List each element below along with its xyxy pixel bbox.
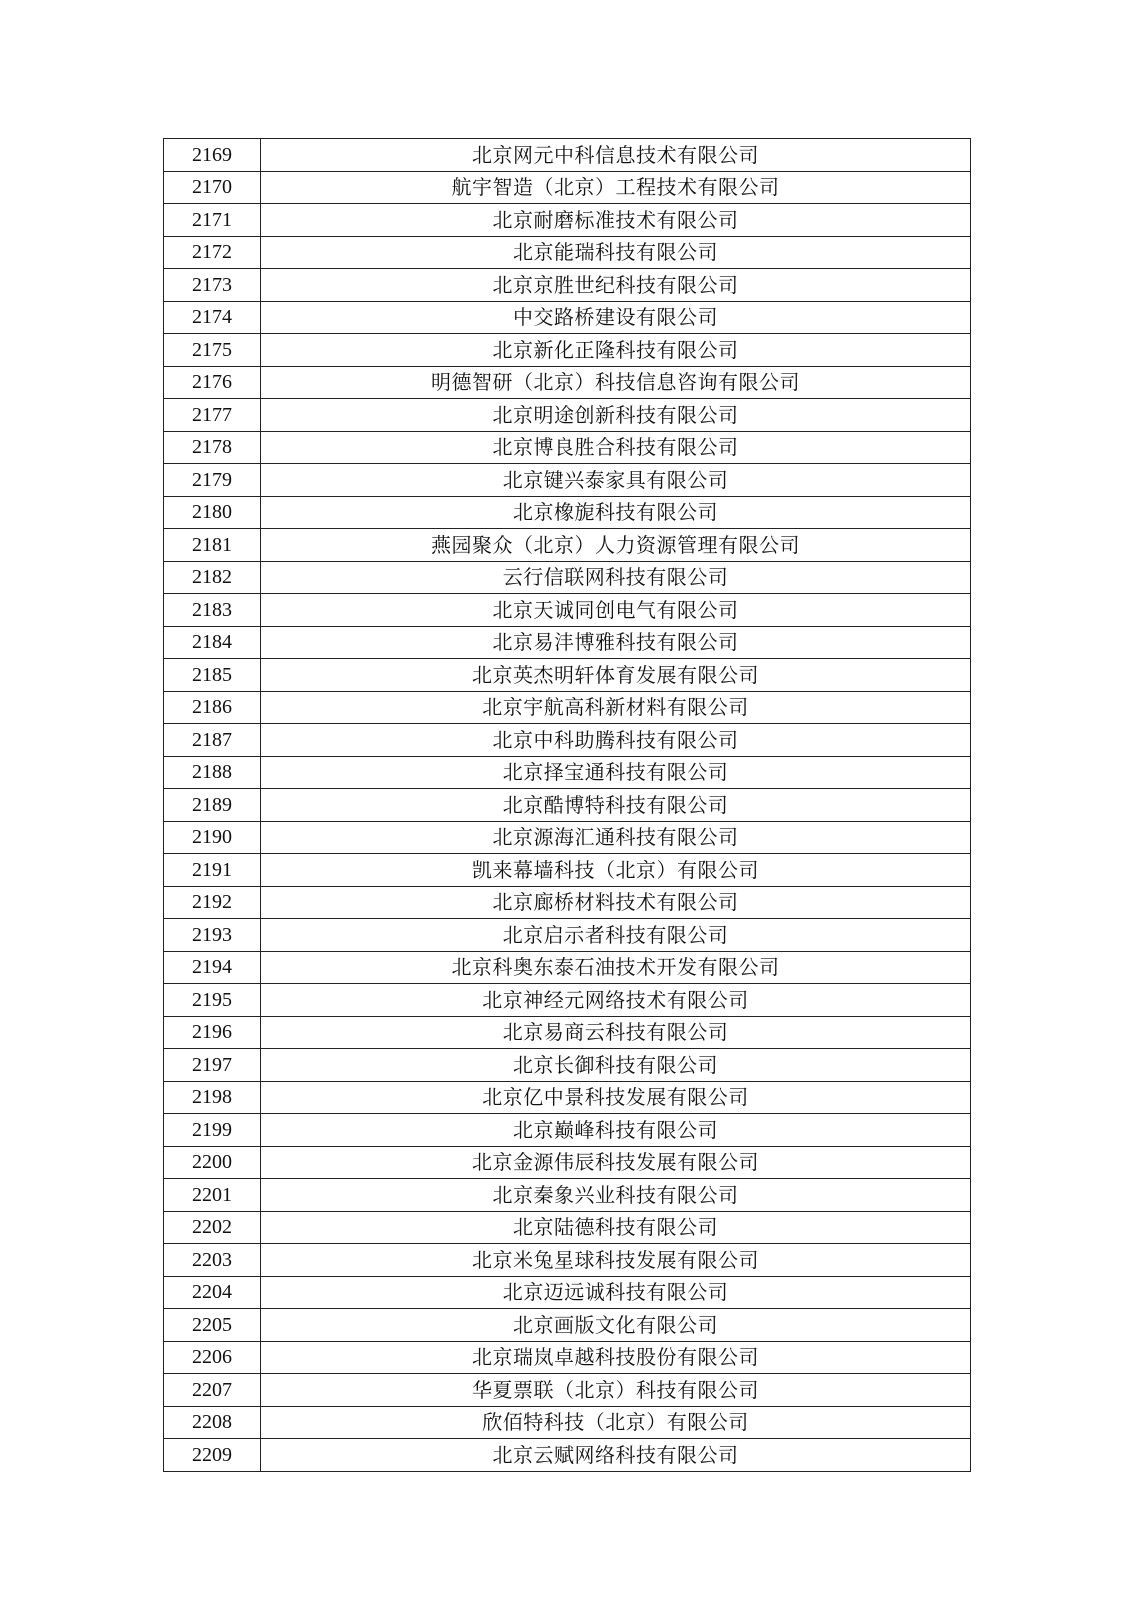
table-row <box>164 236 971 269</box>
table-row <box>164 886 971 919</box>
row-number-cell: 2194 <box>164 951 261 984</box>
table-row <box>164 1081 971 1114</box>
row-number-cell: 2172 <box>164 236 261 269</box>
company-name-cell: 北京博良胜合科技有限公司 <box>261 431 971 464</box>
row-number-cell: 2193 <box>164 919 261 952</box>
row-number-cell: 2189 <box>164 789 261 822</box>
table-row <box>164 171 971 204</box>
table-row <box>164 659 971 692</box>
table-row <box>164 724 971 757</box>
table-row <box>164 269 971 302</box>
table-row <box>164 691 971 724</box>
row-number-cell: 2169 <box>164 139 261 172</box>
company-name-cell: 北京金源伟辰科技发展有限公司 <box>261 1146 971 1179</box>
company-name-cell: 北京神经元网络技术有限公司 <box>261 984 971 1017</box>
company-name-cell: 北京橡旎科技有限公司 <box>261 496 971 529</box>
table-row <box>164 951 971 984</box>
table-row <box>164 1341 971 1374</box>
company-name-cell: 华夏票联（北京）科技有限公司 <box>261 1374 971 1407</box>
company-name-cell: 云行信联网科技有限公司 <box>261 561 971 594</box>
row-number-cell: 2198 <box>164 1081 261 1114</box>
row-number-cell: 2204 <box>164 1276 261 1309</box>
table-row <box>164 756 971 789</box>
table-row <box>164 529 971 562</box>
company-name-cell: 北京源海汇通科技有限公司 <box>261 821 971 854</box>
company-name-cell: 北京易商云科技有限公司 <box>261 1016 971 1049</box>
company-name-cell: 北京亿中景科技发展有限公司 <box>261 1081 971 1114</box>
row-number-cell: 2180 <box>164 496 261 529</box>
company-name-cell: 北京画版文化有限公司 <box>261 1309 971 1342</box>
row-number-cell: 2178 <box>164 431 261 464</box>
table-row <box>164 1276 971 1309</box>
company-name-cell: 北京能瑞科技有限公司 <box>261 236 971 269</box>
company-name-cell: 北京米兔星球科技发展有限公司 <box>261 1244 971 1277</box>
row-number-cell: 2182 <box>164 561 261 594</box>
company-name-cell: 北京天诚同创电气有限公司 <box>261 594 971 627</box>
row-number-cell: 2197 <box>164 1049 261 1082</box>
company-name-cell: 北京中科助腾科技有限公司 <box>261 724 971 757</box>
row-number-cell: 2195 <box>164 984 261 1017</box>
row-number-cell: 2170 <box>164 171 261 204</box>
row-number-cell: 2183 <box>164 594 261 627</box>
company-name-cell: 北京云赋网络科技有限公司 <box>261 1439 971 1472</box>
company-name-cell: 北京耐磨标准技术有限公司 <box>261 204 971 237</box>
company-name-cell: 北京科奥东泰石油技术开发有限公司 <box>261 951 971 984</box>
row-number-cell: 2179 <box>164 464 261 497</box>
table-row <box>164 789 971 822</box>
table-row <box>164 1179 971 1212</box>
company-name-cell: 北京择宝通科技有限公司 <box>261 756 971 789</box>
row-number-cell: 2176 <box>164 366 261 399</box>
company-list-table <box>163 138 971 1472</box>
table-row <box>164 1016 971 1049</box>
company-name-cell: 北京键兴泰家具有限公司 <box>261 464 971 497</box>
company-name-cell: 北京京胜世纪科技有限公司 <box>261 269 971 302</box>
row-number-cell: 2209 <box>164 1439 261 1472</box>
table-row <box>164 366 971 399</box>
row-number-cell: 2175 <box>164 334 261 367</box>
row-number-cell: 2202 <box>164 1211 261 1244</box>
row-number-cell: 2185 <box>164 659 261 692</box>
table-row <box>164 984 971 1017</box>
row-number-cell: 2208 <box>164 1406 261 1439</box>
table-row <box>164 594 971 627</box>
table-row <box>164 431 971 464</box>
row-number-cell: 2207 <box>164 1374 261 1407</box>
table-row <box>164 919 971 952</box>
company-name-cell: 航宇智造（北京）工程技术有限公司 <box>261 171 971 204</box>
row-number-cell: 2191 <box>164 854 261 887</box>
company-name-cell: 北京英杰明轩体育发展有限公司 <box>261 659 971 692</box>
company-name-cell: 燕园聚众（北京）人力资源管理有限公司 <box>261 529 971 562</box>
row-number-cell: 2187 <box>164 724 261 757</box>
row-number-cell: 2173 <box>164 269 261 302</box>
row-number-cell: 2206 <box>164 1341 261 1374</box>
row-number-cell: 2190 <box>164 821 261 854</box>
company-name-cell: 北京迈远诚科技有限公司 <box>261 1276 971 1309</box>
row-number-cell: 2174 <box>164 301 261 334</box>
table-row <box>164 1244 971 1277</box>
table-row <box>164 821 971 854</box>
table-row <box>164 464 971 497</box>
table-row <box>164 139 971 172</box>
company-name-cell: 北京新化正隆科技有限公司 <box>261 334 971 367</box>
table-row <box>164 334 971 367</box>
table-row <box>164 1374 971 1407</box>
table-row <box>164 1114 971 1147</box>
table-row <box>164 854 971 887</box>
row-number-cell: 2205 <box>164 1309 261 1342</box>
row-number-cell: 2188 <box>164 756 261 789</box>
table-row <box>164 1211 971 1244</box>
row-number-cell: 2171 <box>164 204 261 237</box>
table-row <box>164 1146 971 1179</box>
row-number-cell: 2181 <box>164 529 261 562</box>
table-row <box>164 561 971 594</box>
row-number-cell: 2192 <box>164 886 261 919</box>
company-name-cell: 北京廊桥材料技术有限公司 <box>261 886 971 919</box>
company-name-cell: 北京网元中科信息技术有限公司 <box>261 139 971 172</box>
row-number-cell: 2200 <box>164 1146 261 1179</box>
company-name-cell: 北京长御科技有限公司 <box>261 1049 971 1082</box>
table-row <box>164 1049 971 1082</box>
company-name-cell: 北京明途创新科技有限公司 <box>261 399 971 432</box>
company-name-cell: 北京酷博特科技有限公司 <box>261 789 971 822</box>
table-row <box>164 1309 971 1342</box>
row-number-cell: 2196 <box>164 1016 261 1049</box>
table-row <box>164 1439 971 1472</box>
company-name-cell: 北京陆德科技有限公司 <box>261 1211 971 1244</box>
company-name-cell: 欣佰特科技（北京）有限公司 <box>261 1406 971 1439</box>
table-row <box>164 1406 971 1439</box>
company-name-cell: 北京瑞岚卓越科技股份有限公司 <box>261 1341 971 1374</box>
company-name-cell: 北京秦象兴业科技有限公司 <box>261 1179 971 1212</box>
row-number-cell: 2177 <box>164 399 261 432</box>
table-row <box>164 399 971 432</box>
table-row <box>164 626 971 659</box>
company-name-cell: 明德智研（北京）科技信息咨询有限公司 <box>261 366 971 399</box>
row-number-cell: 2186 <box>164 691 261 724</box>
row-number-cell: 2201 <box>164 1179 261 1212</box>
company-name-cell: 中交路桥建设有限公司 <box>261 301 971 334</box>
row-number-cell: 2199 <box>164 1114 261 1147</box>
company-name-cell: 北京启示者科技有限公司 <box>261 919 971 952</box>
table-row <box>164 301 971 334</box>
table-body <box>164 139 971 1472</box>
company-name-cell: 北京巅峰科技有限公司 <box>261 1114 971 1147</box>
table-row <box>164 204 971 237</box>
company-name-cell: 凯来幕墙科技（北京）有限公司 <box>261 854 971 887</box>
table-row <box>164 496 971 529</box>
row-number-cell: 2203 <box>164 1244 261 1277</box>
row-number-cell: 2184 <box>164 626 261 659</box>
company-name-cell: 北京易沣博雅科技有限公司 <box>261 626 971 659</box>
company-name-cell: 北京宇航高科新材料有限公司 <box>261 691 971 724</box>
